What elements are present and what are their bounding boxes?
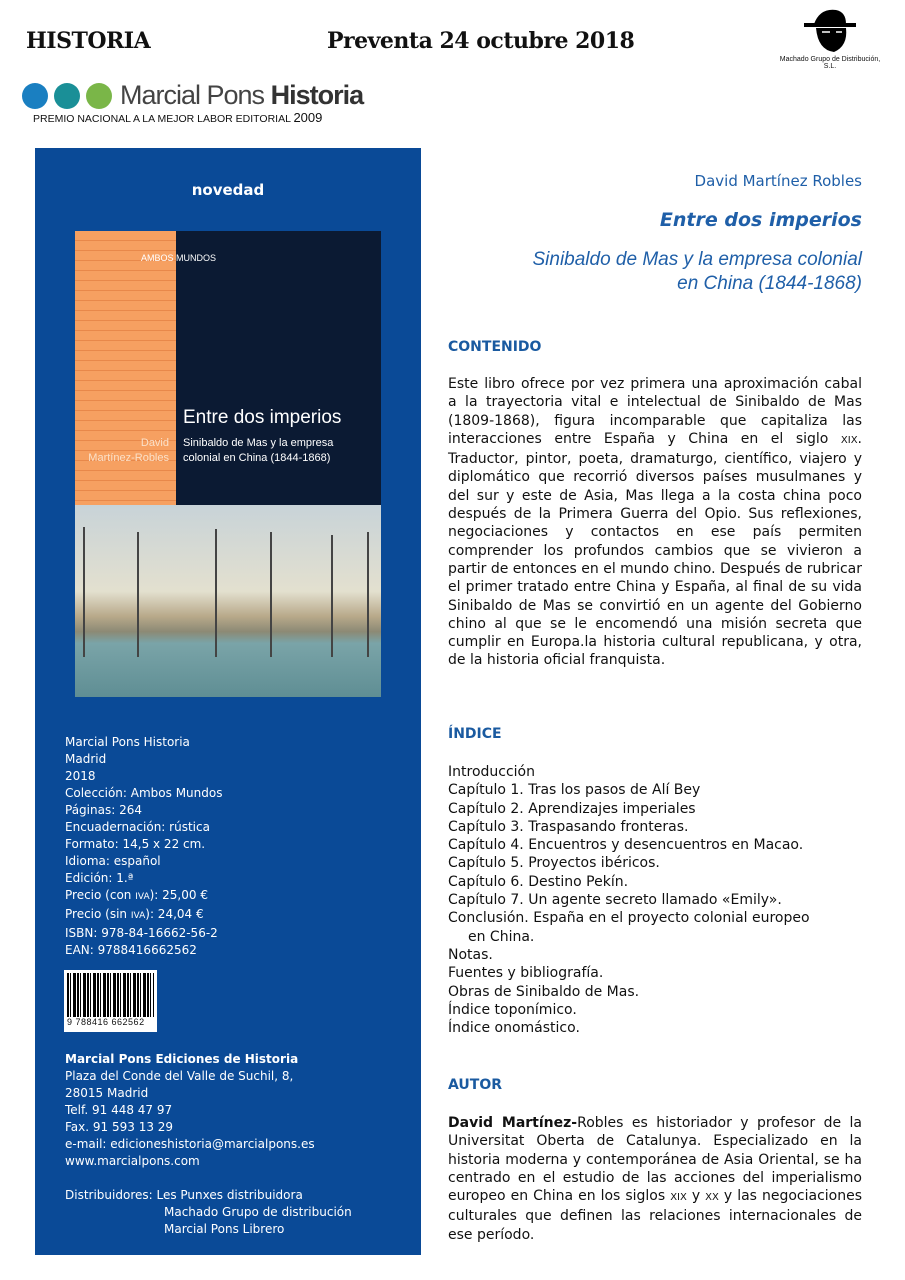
book-title: Entre dos imperios xyxy=(659,209,862,231)
book-author: David Martínez Robles xyxy=(694,172,862,190)
autor-text: David Martínez-Robles es historiador y profesor de la Universitat Oberta de Catalunya. Especializado en la historia moderna y contemporánea de Asia Oriental, se ha centrado en el estudio de las acciones del imperialismo europeo en China en los siglos XIX y XX y las negociaciones culturales que definen las relaciones internacionales de ese período. xyxy=(448,1115,863,1243)
contenido-heading: CONTENIDO xyxy=(448,339,542,355)
novedad-badge: novedad xyxy=(191,181,265,199)
contenido-text: Este libro ofrece por vez primera una aproximación cabal a la trayectoria vital e intelectual de Sinibaldo de Mas (1809-1868), figura incomparable que capitaliza las interacciones entre España y China en el siglo XIX. Traductor, pintor, poeta, dramaturgo, científico, viajero y diplomático que recorrió diversos países musulmanes y del sur y este de Asia, Mas llega a la costa china poco después de la Primera Guerra del Opio. Sus reflexiones, negociaciones y contactos en ese país permiten comprender los profundos cambios que se vivieron a partir de entonces en el mundo chino. Después de rubricar el primer tratado entre China y España, al final de su vida Sinibaldo de Mas se convirtió en un agente del Gobierno chino al que se le encomendó una misión secreta que cumplir en Europa.la historia cultural republicana, y otra, de la historia oficial franquista. xyxy=(448,376,862,669)
price-without-vat: Precio (sin IVA): 24,04 € xyxy=(65,907,204,921)
book-cover: AMBOS MUNDOS Entre dos imperios Sinibaldo de Mas y la empresa colonial en China (1844-1868) David Martínez-Robles xyxy=(75,231,381,697)
barcode: 9 788416 662562 xyxy=(64,970,157,1032)
publisher-logo: Marcial Pons Historia xyxy=(22,80,363,111)
hat-man-icon xyxy=(800,6,860,54)
autor-heading: AUTOR xyxy=(448,1077,503,1093)
distributor-logo xyxy=(775,6,885,70)
book-subtitle: Sinibaldo de Mas y la empresa colonial en China (1844-1868) xyxy=(532,249,862,294)
distributors: Distribuidores: Les Punxes distribuidora Machado Grupo de distribución Marcial Pons Librero xyxy=(65,1188,352,1236)
info-panel xyxy=(35,148,421,1255)
book-specs: Marcial Pons Historia Madrid 2018 Colección: Ambos Mundos Páginas: 264 Encuadernación: rústica Formato: 14,5 x 22 cm. Idioma: español Edición: 1.ª Precio (con IVA): 25,00 € Precio (sin IVA): 24,04 € ISBN: 978-84-16662-56-2 EAN: 9788416662562 xyxy=(65,735,223,957)
publisher-contact: Marcial Pons Ediciones de Historia Plaza del Conde del Valle de Suchil, 8, 28015 Madrid Telf. 91 448 47 97 Fax. 91 593 13 29 e-mail: edicioneshistoria@marcialpons.es www.marcialpons.com xyxy=(65,1052,315,1168)
table-of-contents: Introducción Capítulo 1. Tras los pasos de Alí Bey Capítulo 2. Aprendizajes imperiales Capítulo 3. Traspasando fronteras. Capítulo 4. Encuentros y desencuentros en Macao. Capítulo 5. Proyectos ibéricos. Capítulo 6. Destino Pekín. Capítulo 7. Un agente secreto llamado «Emily». Conclusión. España en el proyecto colonial europeo en China. Notas. Fuentes y bibliografía. Obras de Sinibaldo de Mas. Índice toponímico. Índice onomástico. xyxy=(448,764,810,1037)
price-with-vat: Precio (con IVA): 25,00 € xyxy=(65,888,208,902)
presale-date: Preventa 24 octubre 2018 xyxy=(327,28,635,54)
distributor-logo-text: Machado Grupo de Distribución, S.L. xyxy=(779,56,881,70)
section-label: HISTORIA xyxy=(26,28,151,54)
indice-heading: ÍNDICE xyxy=(448,726,502,742)
award-line: PREMIO NACIONAL A LA MEJOR LABOR EDITORIAL 2009 xyxy=(33,110,323,125)
